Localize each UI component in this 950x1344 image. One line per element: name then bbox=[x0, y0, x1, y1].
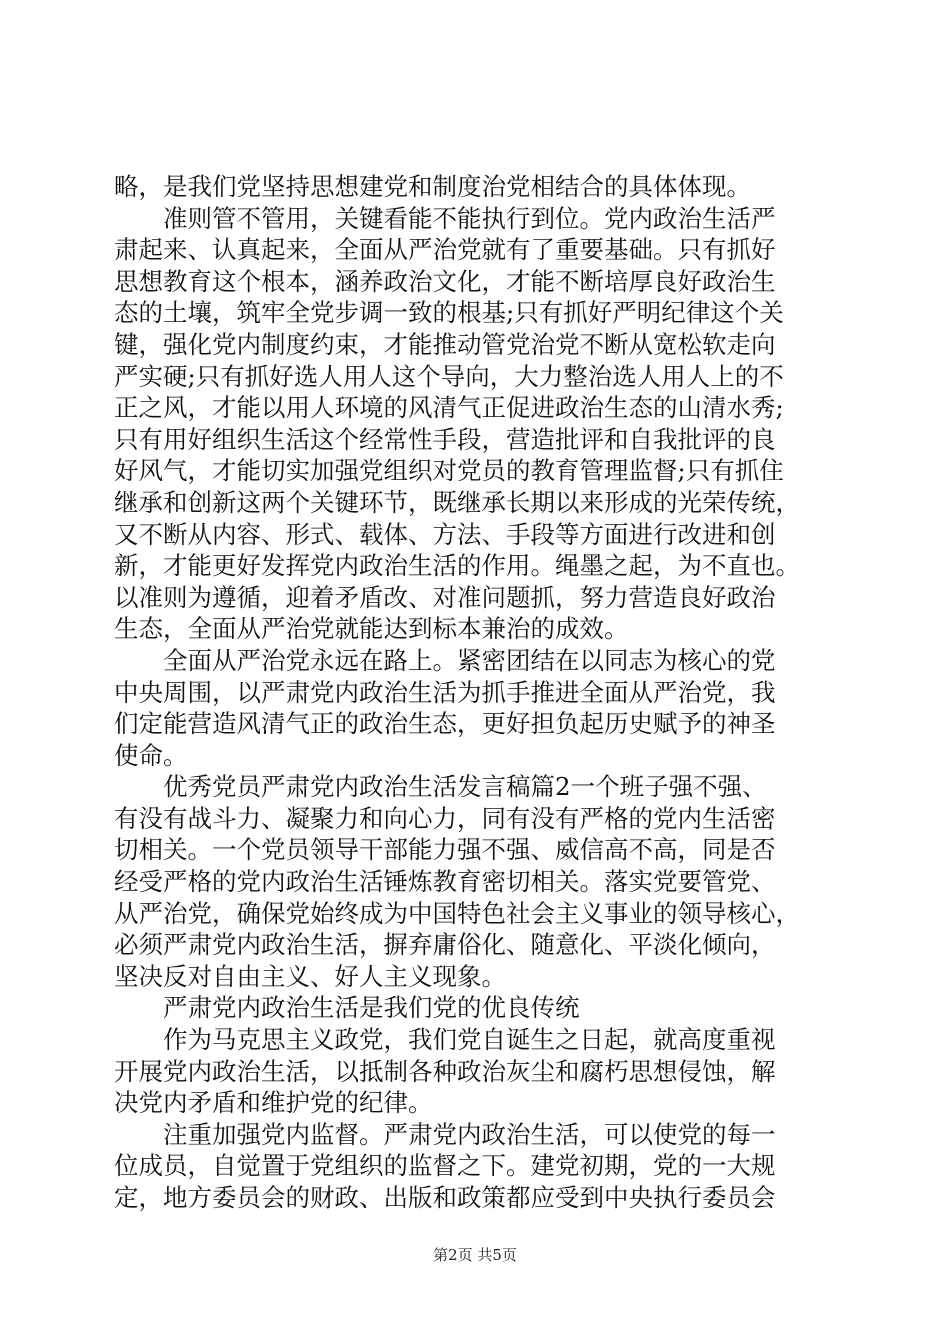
text-line: 从严治党，确保党始终成为中国特色社会主义事业的领导核心， bbox=[114, 898, 800, 928]
text-line: 决党内矛盾和维护党的纪律。 bbox=[114, 1088, 433, 1118]
text-line: 以准则为遵循，迎着矛盾改、对准问题抓，努力营造良好政治 bbox=[114, 582, 776, 612]
text-line: 正之风，才能以用人环境的风清气正促进政治生态的山清水秀; bbox=[114, 393, 784, 423]
text-line: 只有用好组织生活这个经常性手段，营造批评和自我批评的良 bbox=[114, 424, 776, 454]
text-line: 切相关。一个党员领导干部能力强不强、威信高不高，同是否 bbox=[114, 835, 776, 865]
text-line: 定，地方委员会的财政、出版和政策都应受到中央执行委员会 bbox=[114, 1183, 776, 1212]
text-line: 注重加强党内监督。严肃党内政治生活，可以使党的每一 bbox=[114, 1119, 776, 1149]
text-line: 态的土壤，筑牢全党步调一致的根基;只有抓好严明纪律这个关 bbox=[114, 298, 784, 328]
text-line: 又不断从内容、形式、载体、方法、手段等方面进行改进和创 bbox=[114, 519, 776, 549]
text-line: 优秀党员严肃党内政治生活发言稿篇2一个班子强不强、 bbox=[114, 772, 767, 802]
text-line: 作为马克思主义政党，我们党自诞生之日起，就高度重视 bbox=[114, 1025, 776, 1055]
text-line: 新，才能更好发挥党内政治生活的作用。绳墨之起，为不直也。 bbox=[114, 551, 800, 581]
text-line: 使命。 bbox=[114, 740, 188, 770]
text-line: 键，强化党内制度约束，才能推动管党治党不断从宽松软走向 bbox=[114, 329, 776, 359]
text-line: 开展党内政治生活，以抵制各种政治灰尘和腐朽思想侵蚀，解 bbox=[114, 1056, 776, 1086]
text-line: 坚决反对自由主义、好人主义现象。 bbox=[114, 961, 506, 991]
page-number: 第2页 共5页 bbox=[433, 1246, 517, 1264]
text-line: 中央周围，以严肃党内政治生活为抓手推进全面从严治党，我 bbox=[114, 677, 776, 707]
text-line: 好风气，才能切实加强党组织对党员的教育管理监督;只有抓住 bbox=[114, 456, 784, 486]
text-line: 有没有战斗力、凝聚力和向心力，同有没有严格的党内生活密 bbox=[114, 803, 776, 833]
text-line: 们定能营造风清气正的政治生态，更好担负起历史赋予的神圣 bbox=[114, 709, 776, 739]
text-line: 生态，全面从严治党就能达到标本兼治的成效。 bbox=[114, 614, 629, 644]
text-line: 略，是我们党坚持思想建党和制度治党相结合的具体体现。 bbox=[114, 172, 751, 201]
text-line: 严实硬;只有抓好选人用人这个导向，大力整治选人用人上的不 bbox=[114, 361, 784, 391]
text-line: 必须严肃党内政治生活，摒弃庸俗化、随意化、平淡化倾向， bbox=[114, 930, 776, 960]
text-line: 准则管不管用，关键看能不能执行到位。党内政治生活严 bbox=[114, 203, 776, 233]
text-line: 继承和创新这两个关键环节，既继承长期以来形成的光荣传统， bbox=[114, 487, 800, 517]
document-body bbox=[114, 171, 844, 1214]
text-line: 思想教育这个根本，涵养政治文化，才能不断培厚良好政治生 bbox=[114, 266, 776, 296]
text-line: 经受严格的党内政治生活锤炼教育密切相关。落实党要管党、 bbox=[114, 867, 776, 897]
page-footer bbox=[0, 1244, 950, 1265]
text-line: 肃起来、认真起来，全面从严治党就有了重要基础。只有抓好 bbox=[114, 235, 776, 265]
text-line: 严肃党内政治生活是我们党的优良传统 bbox=[114, 993, 580, 1023]
text-line: 全面从严治党永远在路上。紧密团结在以同志为核心的党 bbox=[114, 645, 776, 675]
text-line: 位成员，自觉置于党组织的监督之下。建党初期，党的一大规 bbox=[114, 1151, 776, 1181]
